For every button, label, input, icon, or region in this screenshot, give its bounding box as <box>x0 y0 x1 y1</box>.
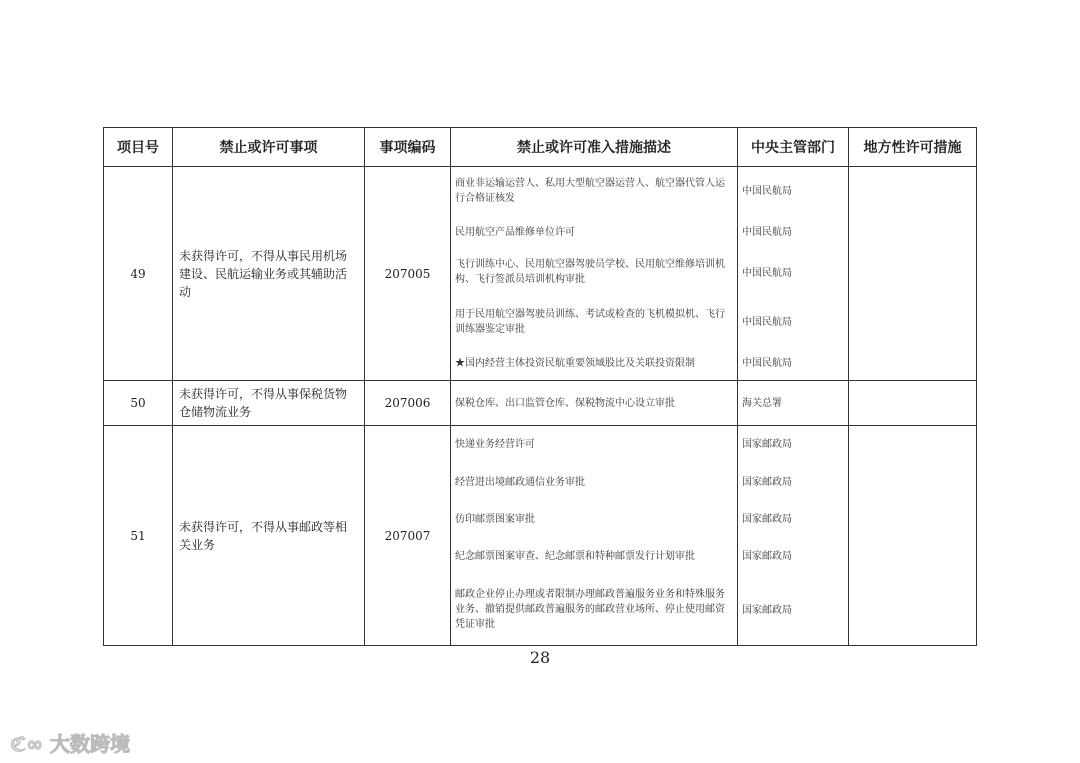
measure-department: 国家邮政局 <box>742 513 792 525</box>
header-cell: 项目号 <box>104 128 173 167</box>
item-number: 51 <box>104 426 173 646</box>
measure-description: 仿印邮票图案审批 <box>455 513 535 525</box>
description-cell <box>451 426 738 646</box>
watermark-text: 大数跨境 <box>50 732 130 756</box>
local-measure-cell <box>849 426 977 646</box>
measure-department: 国家邮政局 <box>742 439 792 451</box>
header-cell: 禁止或许可准入措施描述 <box>451 128 738 167</box>
measure-department: 国家邮政局 <box>742 476 792 488</box>
local-measure-cell <box>849 167 977 381</box>
measure-department: 海关总署 <box>742 397 782 409</box>
watermark-logo <box>10 728 130 757</box>
table-header <box>104 128 977 167</box>
table-row <box>104 381 977 426</box>
header-cell: 事项编码 <box>365 128 451 167</box>
item-number: 50 <box>104 381 173 426</box>
header-cell: 地方性许可措施 <box>849 128 977 167</box>
item-name: 未获得许可，不得从事邮政等相关业务 <box>173 426 365 646</box>
description-cell <box>451 167 738 381</box>
watermark-icon: ℭ∞ <box>10 732 50 756</box>
item-name: 未获得许可，不得从事保税货物仓储物流业务 <box>173 381 365 426</box>
item-code: 207006 <box>365 381 451 426</box>
measure-description: 民用航空产品维修单位许可 <box>455 227 575 239</box>
department-cell <box>738 426 849 646</box>
regulation-table <box>103 127 977 646</box>
measure-description: 商业非运输运营人、私用大型航空器运营人、航空器代管人运行合格证核发 <box>455 177 725 204</box>
measure-department: 中国民航局 <box>742 317 792 329</box>
measure-description: 用于民用航空器驾驶员训练、考试或检查的飞机模拟机、飞行训练器鉴定审批 <box>455 308 725 335</box>
measure-department: 中国民航局 <box>742 358 792 370</box>
measure-description: 经营进出境邮政通信业务审批 <box>455 476 585 488</box>
local-measure-cell <box>849 381 977 426</box>
measure-description: 纪念邮票图案审查、纪念邮票和特种邮票发行计划审批 <box>455 551 695 563</box>
header-cell: 禁止或许可事项 <box>173 128 365 167</box>
table-row <box>104 426 977 646</box>
measure-description: 快递业务经营许可 <box>455 439 535 451</box>
measure-description: 保税仓库、出口监管仓库、保税物流中心设立审批 <box>455 397 675 409</box>
item-number: 49 <box>104 167 173 381</box>
item-code: 207007 <box>365 426 451 646</box>
department-cell <box>738 381 849 426</box>
description-cell <box>451 381 738 426</box>
measure-department: 中国民航局 <box>742 267 792 279</box>
measure-description: 邮政企业停止办理或者限制办理邮政普遍服务业务和特殊服务业务、撤销提供邮政普遍服务的邮政营业场所、停止使用邮资凭证审批 <box>455 588 725 630</box>
measure-description: 飞行训练中心、民用航空器驾驶员学校、民用航空维修培训机构、飞行签派员培训机构审批 <box>455 259 725 286</box>
measure-description: ★国内经营主体投资民航重要领域股比及关联投资限制 <box>455 358 695 370</box>
department-cell <box>738 167 849 381</box>
header-cell: 中央主管部门 <box>738 128 849 167</box>
item-name: 未获得许可，不得从事民用机场建设、民航运输业务或其辅助活动 <box>173 167 365 381</box>
measure-department: 中国民航局 <box>742 186 792 198</box>
measure-department: 国家邮政局 <box>742 551 792 563</box>
item-code: 207005 <box>365 167 451 381</box>
page-number: 28 <box>529 648 551 667</box>
table-row <box>104 167 977 381</box>
measure-department: 国家邮政局 <box>742 604 792 616</box>
measure-department: 中国民航局 <box>742 227 792 239</box>
